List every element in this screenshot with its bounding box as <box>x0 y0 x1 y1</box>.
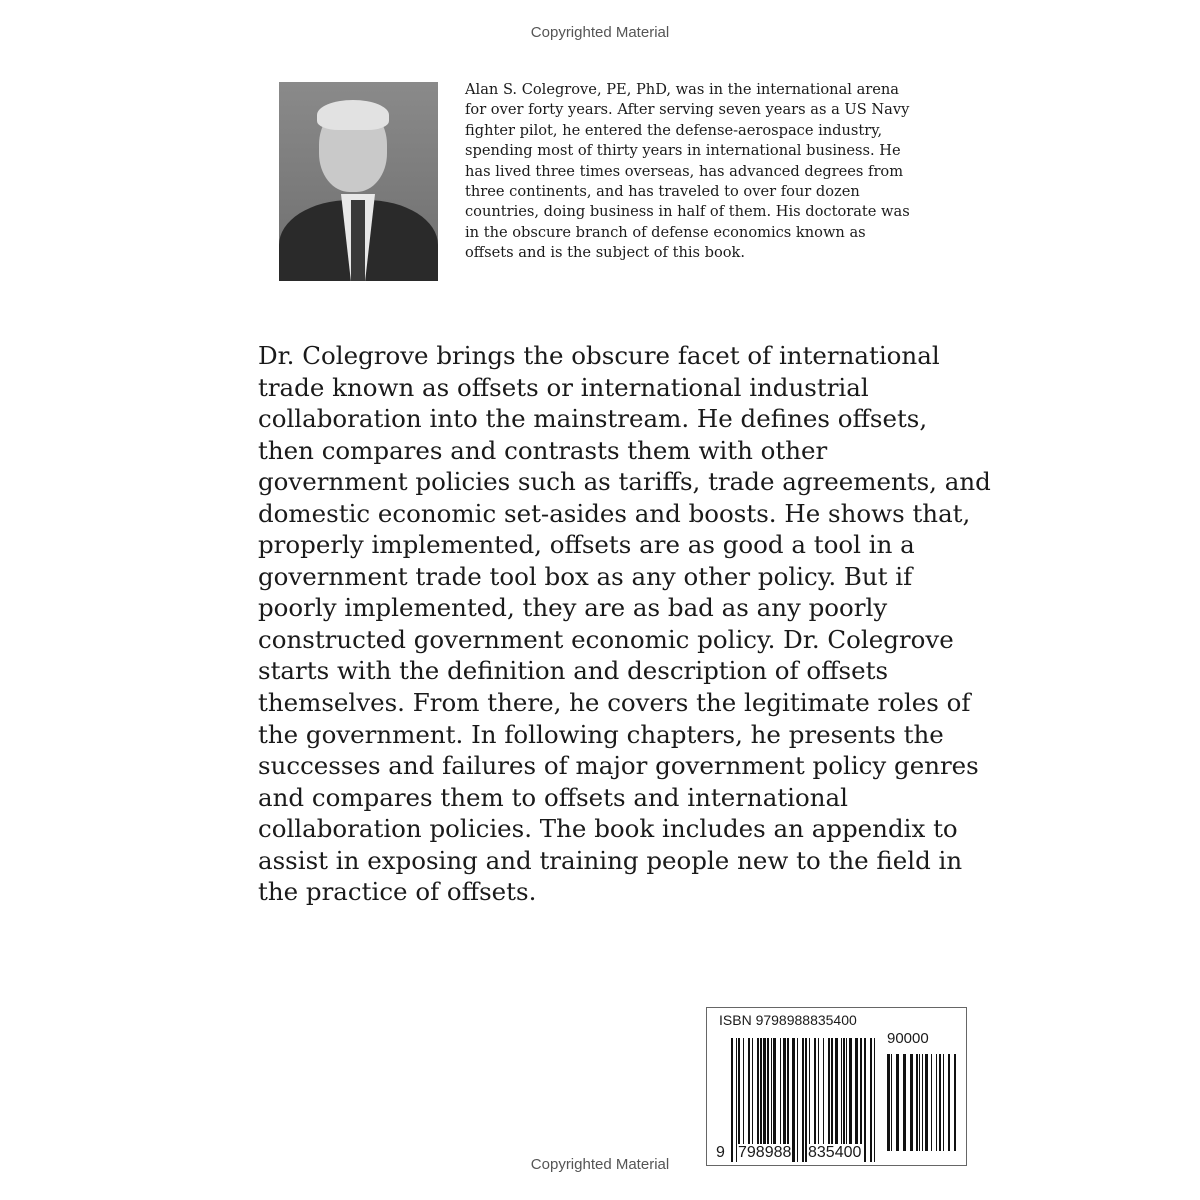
author-bio <box>465 80 965 264</box>
barcode-bar <box>792 1038 795 1162</box>
text-line: spending most of thirty years in international business. He <box>465 142 901 160</box>
barcode-bar <box>922 1054 923 1151</box>
text-line: properly implemented, offsets are as good a tool in a <box>258 530 915 560</box>
text-line: assist in exposing and training people new to the field in <box>258 845 963 875</box>
text-line: themselves. From there, he covers the legitimate roles of <box>258 688 971 718</box>
barcode-bar <box>731 1038 733 1162</box>
text-line: government trade tool box as any other policy. But if <box>258 561 913 591</box>
barcode-bar <box>797 1038 798 1162</box>
text-line: then compares and contrasts them with other <box>258 435 828 465</box>
text-line: Alan S. Colegrove, PE, PhD, was in the international arena <box>465 81 899 98</box>
barcode-bar <box>891 1054 892 1151</box>
text-line: for over forty years. After serving seven years as a US Navy <box>465 101 910 119</box>
text-line: and compares them to offsets and international <box>258 782 848 812</box>
barcode-bar <box>887 1054 890 1151</box>
barcode-bar <box>954 1054 956 1151</box>
barcode-bar <box>943 1054 944 1151</box>
text-line: the practice of offsets. <box>258 877 537 907</box>
text-line: fighter pilot, he entered the defense-aerospace industry, <box>465 121 883 139</box>
text-line: the government. In following chapters, he presents the <box>258 719 944 749</box>
text-line: Dr. Colegrove brings the obscure facet of international <box>258 341 940 370</box>
text-line: poorly implemented, they are as bad as any poorly <box>258 593 888 623</box>
text-line: offsets and is the subject of this book. <box>465 244 746 262</box>
barcode-bar <box>925 1054 928 1151</box>
barcode-bar <box>802 1038 804 1162</box>
text-line: starts with the definition and description of offsets <box>258 656 889 686</box>
text-line: successes and failures of major government policy genres <box>258 751 979 781</box>
barcode-bar <box>948 1054 950 1151</box>
barcode-bar <box>939 1054 941 1151</box>
isbn-barcode <box>706 1007 967 1166</box>
text-line: collaboration policies. The book includes an appendix to <box>258 814 958 844</box>
barcode-bar <box>916 1054 918 1151</box>
barcode-bar <box>874 1038 875 1162</box>
barcode-bar <box>864 1038 866 1162</box>
barcode-bar <box>936 1054 937 1151</box>
text-line: collaboration into the mainstream. He defines offsets, <box>258 404 928 434</box>
barcode-bar <box>870 1038 872 1162</box>
text-line: has lived three times overseas, has advanced degrees from <box>465 162 904 180</box>
price-code: 90000 <box>887 1030 929 1047</box>
author-photo <box>279 82 438 281</box>
barcode-digit-first: 9 <box>716 1144 725 1161</box>
barcode-digits-group2: 835400 <box>808 1144 862 1161</box>
text-line: in the obscure branch of defense economics known as <box>465 223 866 241</box>
copyright-watermark-top: Copyrighted Material <box>530 24 670 41</box>
text-line: three continents, and has traveled to over four dozen <box>465 183 860 201</box>
text-line: countries, doing business in half of them. His doctorate was <box>465 203 910 221</box>
text-line: constructed government economic policy. Dr. Colegrove <box>258 624 954 654</box>
barcode-bar <box>931 1054 932 1151</box>
copyright-watermark-bottom: Copyrighted Material <box>530 1156 670 1173</box>
text-line: domestic economic set-asides and boosts. He shows that, <box>258 498 971 528</box>
barcode-bar <box>919 1054 920 1151</box>
isbn-label: ISBN 9798988835400 <box>719 1012 857 1028</box>
book-description <box>258 340 991 908</box>
text-line: government policies such as tariffs, trade agreements, and <box>258 467 991 497</box>
barcode-bar <box>903 1054 906 1151</box>
barcode-bar <box>910 1054 913 1151</box>
barcode-bar <box>896 1054 899 1151</box>
barcode-digits-group1: 798988 <box>738 1144 792 1161</box>
text-line: trade known as offsets or international industrial <box>258 372 869 402</box>
